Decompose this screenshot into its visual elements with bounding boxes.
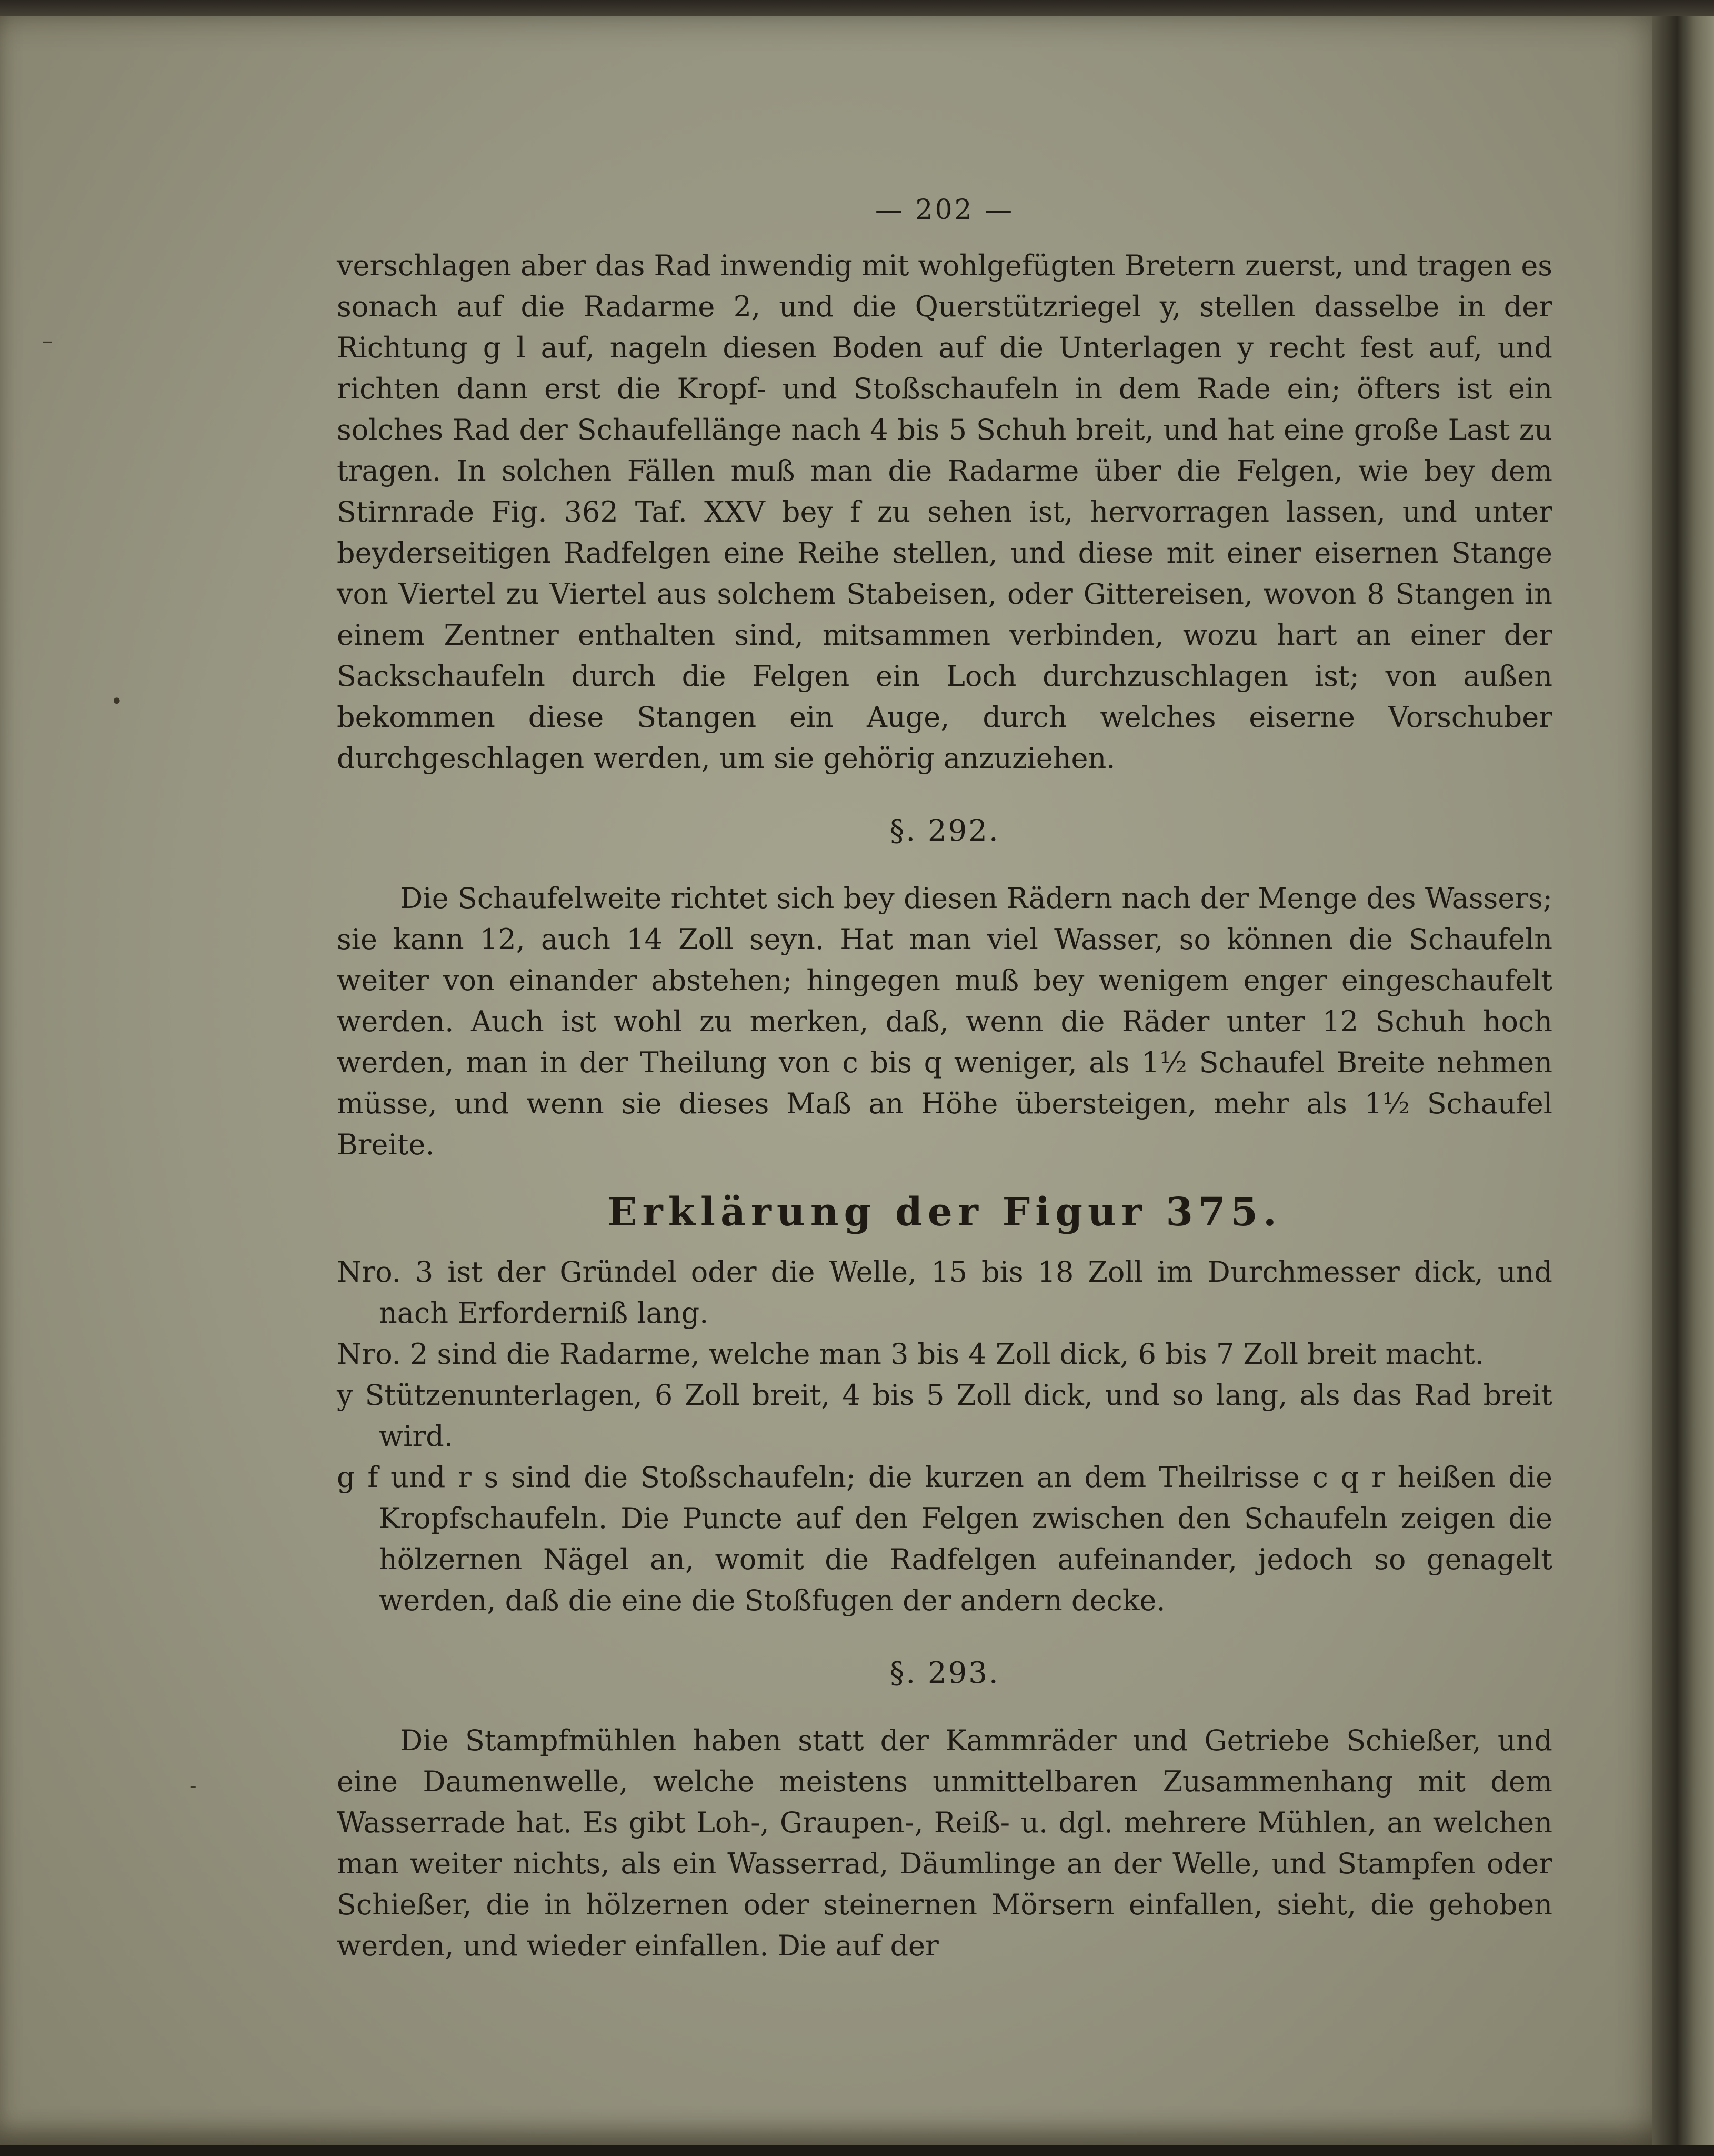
page-text: [337, 189, 1552, 1967]
explanation-item: y Stützenunterlagen, 6 Zoll breit, 4 bis 5 Zoll dick, und so lang, als das Rad breit wird.: [337, 1379, 1552, 1453]
explanation-item: g f und r s sind die Stoßschaufeln; die kurzen an dem Theilrisse c q r heißen die Kropfschaufeln. Die Puncte auf den Felgen zwischen den Schaufeln zeigen die hölzernen Nägel an, womit die Radfelgen aufeinander, jedoch so genagelt werden, daß die eine die Stoßfugen der andern decke.: [337, 1461, 1552, 1617]
section-number: §. 293.: [889, 1656, 1000, 1690]
section-heading: Erklärung der Figur 375.: [607, 1190, 1282, 1235]
margin-mark: •: [111, 690, 123, 714]
explanation-item: Nro. 2 sind die Radarme, welche man 3 bis 4 Zoll dick, 6 bis 7 Zoll breit macht.: [337, 1337, 1484, 1371]
paragraph: Die Stampfmühlen haben statt der Kammräder und Getriebe Schießer, und eine Daumenwelle, welche meistens unmittelbaren Zusammenhang mit dem Wasserrade hat. Es gibt Loh-, Graupen-, Reiß- u. dgl. mehrere Mühlen, an welchen man weiter nichts, als ein Wasserrad, Däumlinge an der Welle, und Stampfen oder Schießer, die in hölzernen oder steinernen Mörsern einfallen, sieht, die gehoben werden, und wieder einfallen. Die auf der: [337, 1724, 1552, 1962]
paragraph: verschlagen aber das Rad inwendig mit wohlgefügten Bretern zuerst, und tragen es sonach auf die Radarme 2, und die Querstützriegel y, stellen dasselbe in der Richtung g l auf, nageln diesen Boden auf die Unterlagen y recht fest auf, und richten dann erst die Kropf- und Stoßschaufeln in dem Rade ein; öfters ist ein solches Rad der Schaufellänge nach 4 bis 5 Schuh breit, und hat eine große Last zu tragen. In solchen Fällen muß man die Radarme über die Felgen, wie bey dem Stirnrade Fig. 362 Taf. XXV bey f zu sehen ist, hervorragen lassen, und unter beyderseitigen Radfelgen eine Reihe stellen, und diese mit einer eisernen Stange von Viertel zu Viertel aus solchem Stabeisen, oder Gittereisen, wovon 8 Stangen in einem Zentner enthalten sind, mitsammen verbinden, wozu hart an einer der Sackschaufeln durch die Felgen ein Loch durchzuschlagen ist; von außen bekommen diese Stangen ein Auge, durch welches eiserne Vorschuber durchgeschlagen werden, um sie gehörig anzuziehen.: [337, 249, 1552, 775]
section-number: §. 292.: [889, 814, 1000, 848]
paragraph: Die Schaufelweite richtet sich bey diesen Rädern nach der Menge des Wassers; sie kann 12, auch 14 Zoll seyn. Hat man viel Wasser, so können die Schaufeln weiter von einander abstehen; hingegen muß bey wenigem enger eingeschaufelt werden. Auch ist wohl zu merken, daß, wenn die Räder unter 12 Schuh hoch werden, man in der Theilung von c bis q weniger, als 1½ Schaufel Breite nehmen müsse, und wenn sie dieses Maß an Höhe übersteigen, mehr als 1½ Schaufel Breite.: [337, 882, 1552, 1161]
explanation-item: Nro. 3 ist der Gründel oder die Welle, 15 bis 18 Zoll im Durchmesser dick, und nach Erforderniß lang.: [337, 1255, 1552, 1330]
book-gutter: [1652, 16, 1714, 2145]
margin-mark: -: [189, 1774, 197, 1798]
margin-mark: –: [42, 329, 53, 353]
page-number: — 202 —: [875, 194, 1015, 226]
